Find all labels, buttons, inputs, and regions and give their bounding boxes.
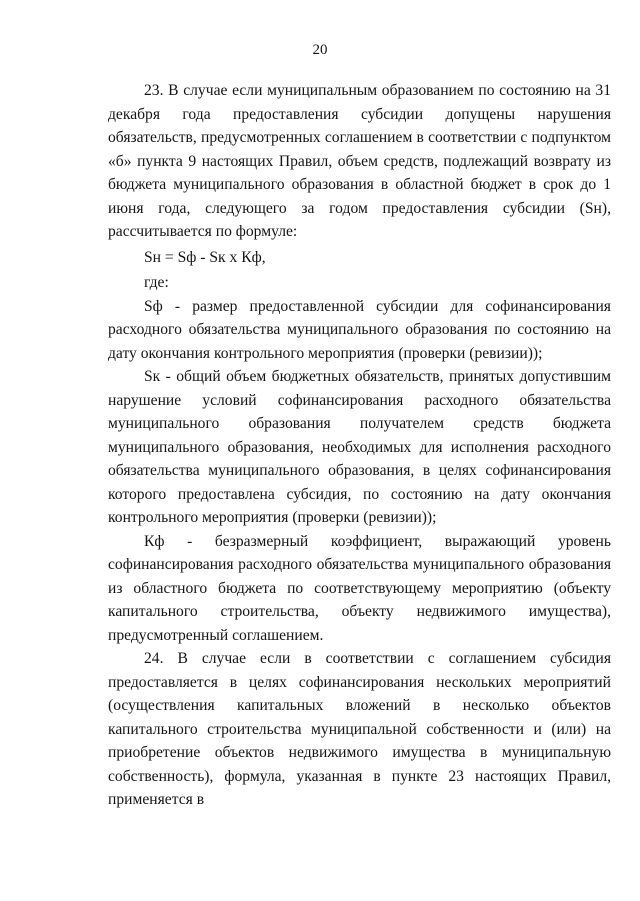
page-number: 20 [312,42,328,58]
paragraph-23: 23. В случае если муниципальным образованием по состоянию на 31 декабря года предоставления субсидии допущены нарушения обязательств, предусмотренных соглашением в соответствии с подпунктом «б» пункта 9 настоящих Правил, объем средств, подлежащий возврату из бюджета муниципального образования в областной бюджет в срок до 1 июня года, следующего за годом предоставления субсидии (Sн), рассчитывается по формуле: [108,82,611,240]
where-label: где: [144,274,169,291]
document-body [108,79,611,812]
formula-line: Sн = Sф - Sк x Кф, [144,248,266,266]
definition-sf: Sф - размер предоставленной субсидии для софинансирования расходного обязательства муниципального образования по состоянию на дату окончания контрольного мероприятия (проверки (ревизии)); [108,297,611,362]
definition-kf: Кф - безразмерный коэффициент, выражающий уровень софинансирования расходного обязательства муниципального образования из областного бюджета по соответствующему мероприятию (объекту капитального строительства, объекту недвижимого имущества), предусмотренный соглашением. [108,532,611,644]
paragraph-24: 24. В случае если в соответствии с соглашением субсидия предоставляется в целях софинансирования нескольких мероприятий (осуществления капитальных вложений в несколько объектов капитального строительства муниципальной собственности и (или) на приобретение объектов недвижимого имущества в муниципальную собственность), формула, указанная в пункте 23 настоящих Правил, применяется в [108,650,611,808]
definition-sk: Sк - общий объем бюджетных обязательств, принятых допустившим нарушение условий софинансирования расходного обязательства муниципального образования получателем средств бюджета муниципального образования, необходимых для исполнения расходного обязательства муниципального образования, в целях софинансирования которого предоставлена субсидия, по состоянию на дату окончания контрольного мероприятия (проверки (ревизии)); [108,368,611,526]
